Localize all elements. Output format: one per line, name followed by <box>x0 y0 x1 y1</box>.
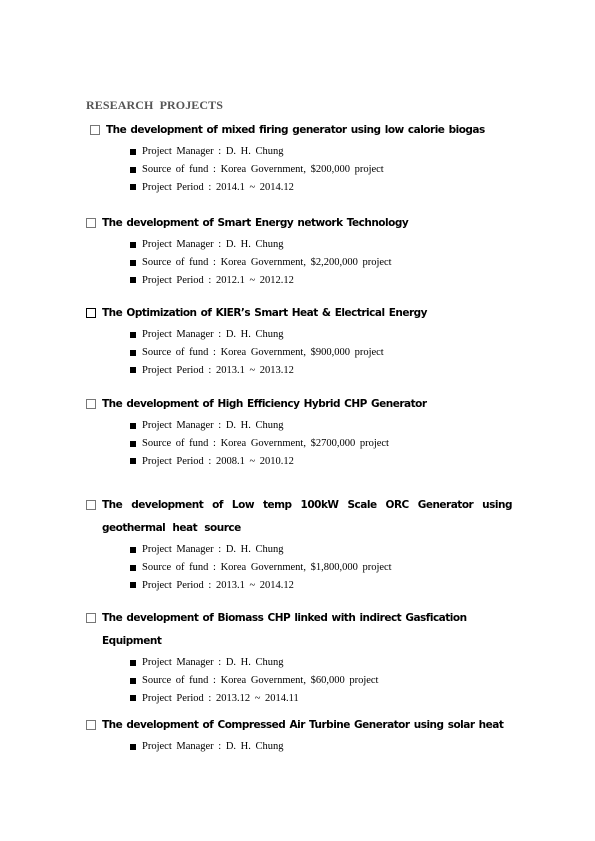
square-bullet-icon <box>130 167 136 173</box>
square-bullet-icon <box>130 744 136 750</box>
square-bullet-icon <box>130 350 136 356</box>
square-bullet-icon <box>130 582 136 588</box>
project-details <box>130 236 526 289</box>
project-entry <box>86 714 526 756</box>
detail-item: Project Manager : D. H. Chung <box>130 326 526 344</box>
square-bullet-icon <box>130 565 136 571</box>
checkbox-icon <box>86 308 96 318</box>
square-bullet-icon <box>130 547 136 553</box>
checkbox-icon <box>86 399 96 409</box>
detail-item: Project Period : 2013.1 ~ 2014.12 <box>130 577 512 595</box>
project-details <box>130 143 530 196</box>
square-bullet-icon <box>130 277 136 283</box>
project-title: The Optimization of KIER’s Smart Heat & Electrical Energy <box>86 302 526 325</box>
project-entry <box>86 393 526 470</box>
project-details <box>130 417 526 470</box>
checkbox-icon <box>86 500 96 510</box>
project-entry <box>86 302 526 379</box>
detail-item: Source of fund : Korea Government, $200,000 project <box>130 161 530 179</box>
project-entry <box>86 494 512 594</box>
project-title: The development of Low temp 100kW Scale ORC Generator using geothermal heat source <box>86 494 512 540</box>
detail-item: Source of fund : Korea Government, $900,000 project <box>130 344 526 362</box>
detail-item: Project Period : 2013.1 ~ 2013.12 <box>130 362 526 380</box>
square-bullet-icon <box>130 242 136 248</box>
project-title: The development of Compressed Air Turbine Generator using solar heat <box>86 714 526 737</box>
square-bullet-icon <box>130 423 136 429</box>
project-details <box>130 326 526 379</box>
detail-item: Source of fund : Korea Government, $1,800,000 project <box>130 559 512 577</box>
project-title: The development of Smart Energy network Technology <box>86 212 526 235</box>
square-bullet-icon <box>130 441 136 447</box>
project-title: The development of High Efficiency Hybrid CHP Generator <box>86 393 526 416</box>
project-entry <box>90 119 530 196</box>
detail-item: Project Manager : D. H. Chung <box>130 143 530 161</box>
detail-item: Project Manager : D. H. Chung <box>130 738 526 756</box>
square-bullet-icon <box>130 678 136 684</box>
project-title: The development of mixed firing generator using low calorie biogas <box>90 119 530 142</box>
checkbox-icon <box>86 218 96 228</box>
project-details <box>130 738 526 756</box>
project-details <box>130 541 512 594</box>
checkbox-icon <box>86 720 96 730</box>
section-heading: RESEARCH PROJECTS <box>86 98 224 112</box>
detail-item: Project Period : 2013.12 ~ 2014.11 <box>130 690 526 708</box>
detail-item: Project Period : 2008.1 ~ 2010.12 <box>130 453 526 471</box>
square-bullet-icon <box>130 184 136 190</box>
square-bullet-icon <box>130 332 136 338</box>
detail-item: Source of fund : Korea Government, $2,200,000 project <box>130 254 526 272</box>
checkbox-icon <box>86 613 96 623</box>
project-entry <box>86 607 526 707</box>
detail-item: Project Period : 2014.1 ~ 2014.12 <box>130 179 530 197</box>
square-bullet-icon <box>130 260 136 266</box>
project-details <box>130 654 526 707</box>
square-bullet-icon <box>130 149 136 155</box>
detail-item: Project Period : 2012.1 ~ 2012.12 <box>130 272 526 290</box>
detail-item: Source of fund : Korea Government, $2700,000 project <box>130 435 526 453</box>
square-bullet-icon <box>130 367 136 373</box>
square-bullet-icon <box>130 660 136 666</box>
project-entry <box>86 212 526 289</box>
detail-item: Source of fund : Korea Government, $60,000 project <box>130 672 526 690</box>
detail-item: Project Manager : D. H. Chung <box>130 541 512 559</box>
square-bullet-icon <box>130 695 136 701</box>
square-bullet-icon <box>130 458 136 464</box>
checkbox-icon <box>90 125 100 135</box>
detail-item: Project Manager : D. H. Chung <box>130 417 526 435</box>
detail-item: Project Manager : D. H. Chung <box>130 236 526 254</box>
detail-item: Project Manager : D. H. Chung <box>130 654 526 672</box>
project-title: The development of Biomass CHP linked with indirect Gasfication Equipment <box>86 607 526 653</box>
